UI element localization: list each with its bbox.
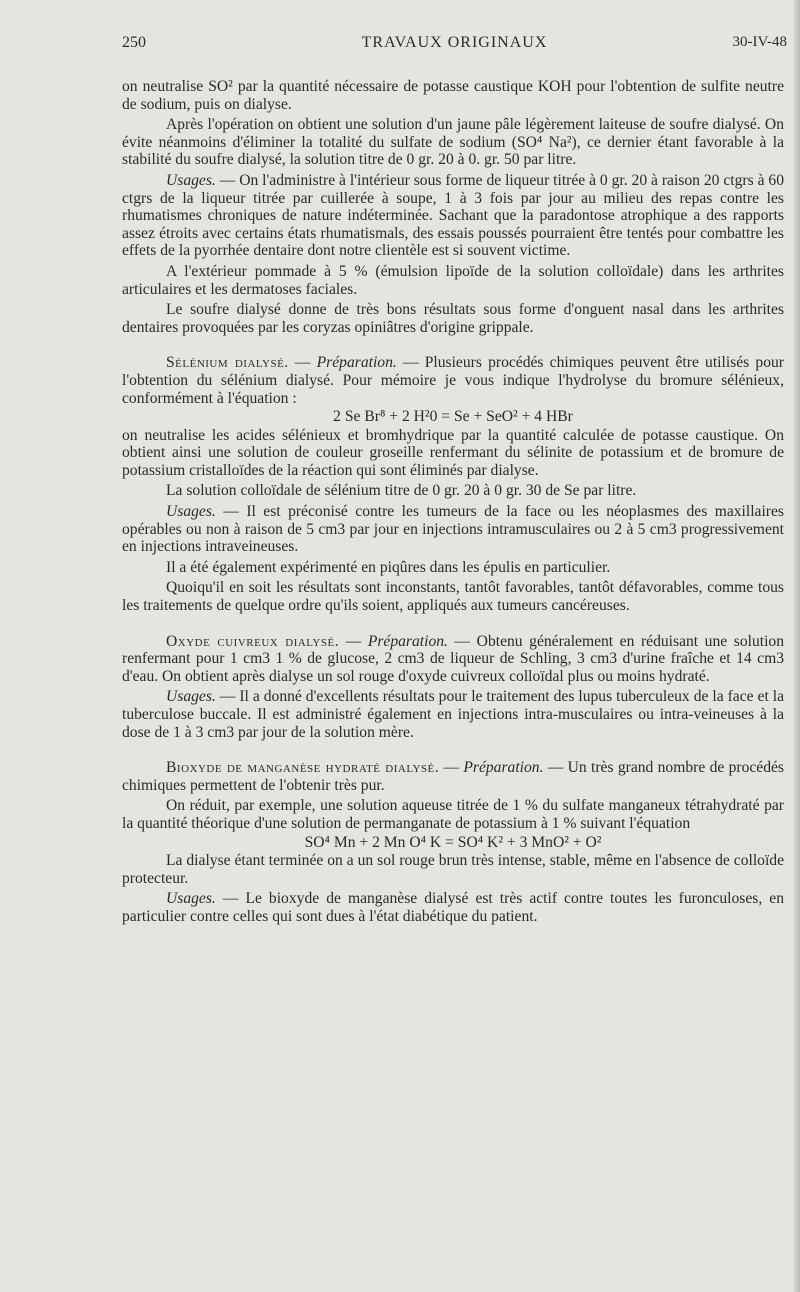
lead-in: Usages. (166, 890, 216, 908)
section-heading: Bioxyde de manganèse hydraté dialysé. (166, 759, 440, 777)
paragraph (122, 852, 784, 887)
paragraph (122, 890, 784, 925)
equation (122, 408, 784, 426)
paragraph (122, 78, 784, 113)
lead-in: Usages. (166, 171, 216, 189)
paragraph-text: SO⁴ Mn + 2 Mn O⁴ K = SO⁴ K² + 3 MnO² + O² (304, 833, 602, 851)
section-heading: Sélénium dialysé. (166, 354, 289, 372)
issue-date: 30-IV-48 (732, 34, 787, 50)
paragraph-text: A l'extérieur pommade à 5 % (émulsion lipoïde de la solution colloïdale) dans les arthrites articulaires et les dermatoses faciales. (122, 262, 784, 298)
paragraph: Bioxyde de manganèse hydraté dialysé. — Préparation. — Un très grand nombre de procédés chimiques permettent de l'obtenir très pur. (122, 759, 784, 794)
page-number: 250 (122, 34, 146, 51)
lead-in: Usages. (166, 688, 216, 706)
paragraph-text: — Plusieurs procédés chimiques peuvent être utilisés pour l'obtention du sélénium dialysé. Pour mémoire je vous indique l'hydrolyse du bromure sélénieux, conformément à l'équation : (122, 354, 784, 407)
paragraph-text: On réduit, par exemple, une solution aqueuse titrée de 1 % du sulfate manganeux tétrahydraté par la quantité théorique d'une solution de permanganate de potassium à 1 % suivant l'équation (122, 797, 784, 832)
running-title: TRAVAUX ORIGINAUX (361, 34, 548, 51)
paragraph (122, 482, 784, 500)
paragraph (122, 116, 784, 169)
paragraph (122, 503, 784, 556)
paragraph (122, 797, 784, 832)
paragraph: Oxyde cuivreux dialysé. — Préparation. — Obtenu généralement en réduisant une solution renfermant pour 1 cm3 1 % de glucose, 2 cm3 de liqueur de Schling, 3 cm3 d'urine fraîche et 14 cm3 d'eau. On obtient après dialyse un sol rouge d'oxyde cuivreux colloïdal plus ou moins hydraté. (122, 632, 785, 685)
paragraph-text: — Obtenu généralement en réduisant une solution renfermant pour 1 cm3 1 % de glucose, 2 cm3 de liqueur de Schling, 3 cm3 d'urine fraîche et 14 cm3 d'eau. On obtient après dialyse un sol rouge d'oxyde cuivreux colloïdal plus ou moins hydraté. (122, 632, 785, 685)
paragraph (122, 688, 784, 741)
paragraph-text: La solution colloïdale de sélénium titre de 0 gr. 20 à 0 gr. 30 de Se par litre. (166, 482, 637, 500)
paragraph (122, 172, 784, 260)
paragraph-text: Il a été également expérimenté en piqûres dans les épulis en particulier. (166, 558, 611, 576)
paragraph-text: on neutralise SO² par la quantité nécessaire de potasse caustique KOH pour l'obtention de sulfite neutre de sodium, puis on dialyse. (122, 78, 784, 113)
lead-in: Préparation. (316, 354, 397, 372)
paragraph-text: La dialyse étant terminée on a un sol rouge brun très intense, stable, même en l'absence de colloïde protecteur. (122, 852, 784, 887)
paragraph-text: — On l'administre à l'intérieur sous forme de liqueur titrée à 0 gr. 20 à raison 20 ctgrs à 60 ctgrs de la liqueur titrée par cuillerée à soupe, 1 à 3 fois par jour au milieu des repas contre les rhumatismes chroniques de nature indéterminée. Sachant que la paradontose atrophique a des rapports assez étroits avec certains états rhumatismals, des essais poussés pourraient être tentés pour combattre les effets de la pyorrhée dentaire dont notre clientèle est si souvent victime. (122, 171, 784, 260)
lead-in: Usages. (166, 503, 216, 521)
paragraph-text: — Le bioxyde de manganèse dialysé est très actif contre toutes les furonculoses, en particulier contre celles qui sont dues à l'état diabétique du patient. (122, 890, 784, 925)
paragraph-text: 2 Se Br⁸ + 2 H²0 = Se + SeO² + 4 HBr (333, 408, 573, 426)
paragraph-text: on neutralise les acides sélénieux et bromhydrique par la quantité calculée de potasse caustique. On obtient ainsi une solution de couleur groseille renfermant du sélinite de potassium et de bromure de potassium cristalloïdes de la réaction qui sont éliminés par dialyse. (122, 426, 784, 479)
lead-in: Préparation. (463, 759, 544, 777)
article-body (122, 78, 784, 926)
paragraph (122, 301, 784, 336)
section-heading: Oxyde cuivreux dialysé. (166, 632, 340, 650)
paragraph (122, 579, 784, 614)
paragraph (122, 559, 784, 577)
paragraph-text: Quoiqu'il en soit les résultats sont inconstants, tantôt favorables, tantôt défavorables, comme tous les traitements de quelque ordre qu'ils soient, appliqués aux tumeurs cancéreuses. (122, 579, 784, 615)
paragraph: Sélénium dialysé. — Préparation. — Plusieurs procédés chimiques peuvent être utilisés pour l'obtention du sélénium dialysé. Pour mémoire je vous indique l'hydrolyse du bromure sélénieux, conformément à l'équation : (122, 354, 784, 407)
lead-in: Préparation. (367, 632, 448, 650)
paragraph-text: Après l'opération on obtient une solution d'un jaune pâle légèrement laiteuse de soufre dialysé. On évite néanmoins d'éliminer la totalité du sulfate de sodium (SO⁴ Na²), ce dernier étant favorable à la stabilité du soufre dialysé, la solution titre de 0 gr. 20 à 0. gr. 50 par litre. (122, 116, 784, 169)
paragraph-text: — Il a donné d'excellents résultats pour le traitement des lupus tuberculeux de la face et la tuberculose buccale. Il est administré également en injections intra-musculaires ou intra-veineuses à la dose de 1 à 3 cm3 par jour de la solution mère. (122, 688, 784, 741)
paragraph-text: — Il est préconisé contre les tumeurs de la face ou les néoplasmes des maxillaires opérables ou non à raison de 5 cm3 par jour en injections intramusculaires ou 2 à 5 cm3 progressivement en injections intraveineuses. (122, 503, 784, 556)
running-header (122, 34, 787, 56)
paragraph (122, 427, 784, 480)
paragraph-text: — Un très grand nombre de procédés chimiques permettent de l'obtenir très pur. (122, 759, 784, 794)
paragraph (122, 263, 784, 298)
equation (122, 834, 784, 852)
paragraph-text: Le soufre dialysé donne de très bons résultats sous forme d'onguent nasal dans les arthrites dentaires provoquées par les coryzas opiniâtres d'origine grippale. (122, 301, 784, 336)
